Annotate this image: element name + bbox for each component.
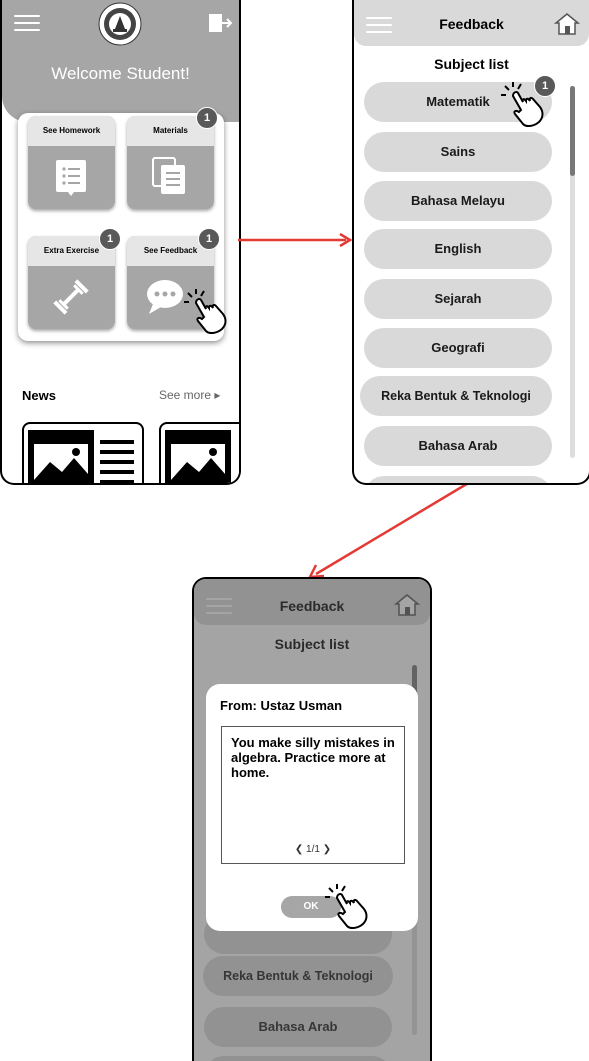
- home-icon[interactable]: [554, 12, 580, 36]
- tile-label: Extra Exercise: [28, 236, 115, 266]
- subject-more[interactable]: [364, 476, 552, 485]
- tap-hand-icon: [497, 80, 549, 130]
- extra-exercise-badge: 1: [99, 228, 121, 250]
- subject-bahasa-arab[interactable]: Bahasa Arab: [364, 426, 552, 466]
- subject-geografi[interactable]: Geografi: [364, 328, 552, 368]
- subject-english[interactable]: English: [364, 229, 552, 269]
- subject-bahasa-melayu[interactable]: Bahasa Melayu: [364, 181, 552, 221]
- tile-label: See Homework: [28, 116, 115, 146]
- subject-sains[interactable]: Sains: [364, 132, 552, 172]
- feedback-dialog-screen: [192, 577, 432, 1061]
- feedback-dialog: [206, 684, 418, 931]
- feedback-list-screen: [352, 0, 589, 485]
- welcome-text: Welcome Student!: [51, 64, 190, 83]
- ok-button[interactable]: OK: [281, 896, 341, 918]
- matematik-badge: 1: [534, 75, 556, 97]
- news-heading: News: [22, 388, 56, 403]
- materials-badge: 1: [196, 107, 218, 129]
- feedback-sender: From: Ustaz Usman: [220, 698, 343, 713]
- feedback-message: You make silly mistakes in algebra. Practice more at home.: [231, 735, 395, 780]
- tile-label: See Feedback: [127, 236, 214, 266]
- scrollbar-thumb[interactable]: [570, 86, 575, 176]
- subject-sejarah[interactable]: Sejarah: [364, 279, 552, 319]
- page-title: Feedback: [439, 16, 504, 32]
- subject-matematik[interactable]: Matematik: [364, 82, 552, 122]
- see-more-link[interactable]: See more ▸: [159, 388, 221, 402]
- subject-list-heading: Subject list: [434, 56, 509, 72]
- tap-hand-icon: [322, 882, 372, 932]
- feedback-pager[interactable]: ❮ 1/1 ❯: [294, 844, 332, 855]
- subject-reka-bentuk[interactable]: Reka Bentuk & Teknologi: [360, 376, 552, 416]
- tile-label: Materials: [127, 116, 214, 146]
- feedback-message-box: [221, 726, 405, 864]
- arrow-list-to-dialog: [316, 482, 470, 574]
- see-feedback-badge: 1: [198, 228, 220, 250]
